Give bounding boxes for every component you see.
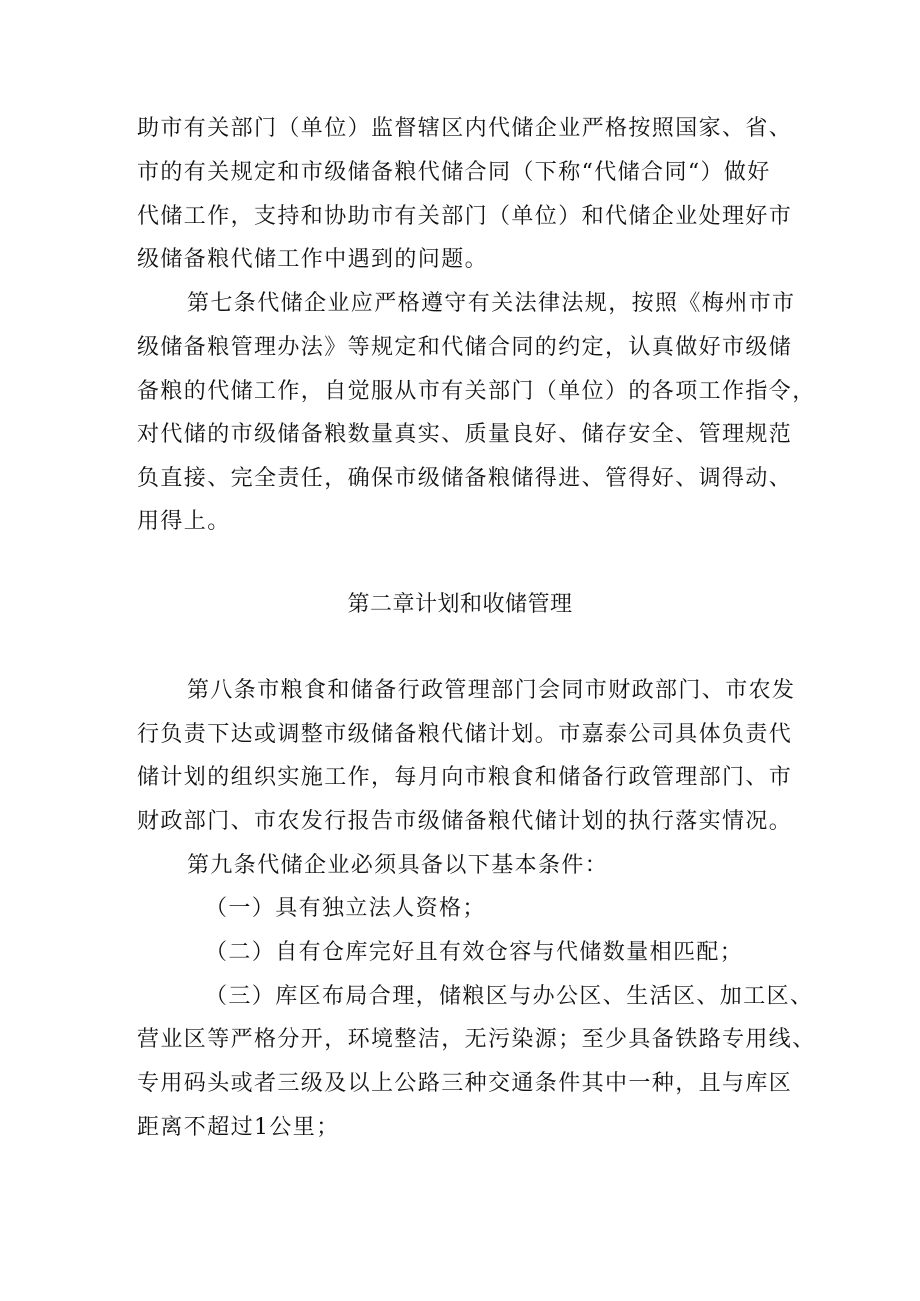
text-line: 对代储的市级储备粮数量真实、质量良好、储存安全、管理规范 <box>137 422 793 447</box>
chapter-heading: 第二章计划和收储管理 <box>347 592 573 617</box>
condition-item-2: （二）自有仓库完好且有效仓容与代储数量相匹配； <box>205 940 744 965</box>
text-line: 负直接、完全责任，确保市级储备粮储得进、管得好、调得动、 <box>137 466 793 491</box>
text-line: 储计划的组织实施工作，每月向市粮食和储备行政管理部门、市 <box>137 765 793 790</box>
condition-item-3: （三）库区布局合理，储粮区与办公区、生活区、加工区、 <box>205 984 814 1009</box>
text-line: 财政部门、市农发行报告市级储备粮代储计划的执行落实情况。 <box>137 809 793 834</box>
condition-item-1: （一）具有独立法人资格； <box>205 896 486 921</box>
article-9-intro: 第九条代储企业必须具备以下基本条件： <box>187 853 609 878</box>
text-line: 代储工作，支持和协助市有关部门（单位）和代储企业处理好市 <box>137 204 793 229</box>
article-7-first-line: 第七条代储企业应严格遵守有关法律法规，按照《梅州市市 <box>187 291 796 316</box>
text-line: 助市有关部门（单位）监督辖区内代储企业严格按照国家、省、 <box>137 116 793 141</box>
text-line: 备粮的代储工作，自觉服从市有关部门（单位）的各项工作指令， <box>137 379 816 404</box>
text-line: 级储备粮管理办法》等规定和代储合同的约定，认真做好市级储 <box>137 335 793 360</box>
text-line: 级储备粮代储工作中遇到的问题。 <box>137 247 489 272</box>
article-8-first-line: 第八条市粮食和储备行政管理部门会同市财政部门、市农发 <box>187 678 796 703</box>
text-line: 营业区等严格分开，环境整洁，无污染源；至少具备铁路专用线、 <box>137 1027 816 1052</box>
text-line: 行负责下达或调整市级储备粮代储计划。市嘉泰公司具体负责代 <box>137 722 793 747</box>
text-line: 专用码头或者三级及以上公路三种交通条件其中一种，且与库区 <box>137 1071 793 1096</box>
text-line: 距离不超过1公里； <box>137 1115 340 1140</box>
text-line: 用得上。 <box>137 509 231 534</box>
text-line: 市的有关规定和市级储备粮代储合同（下称“代储合同“）做好 <box>137 160 771 185</box>
